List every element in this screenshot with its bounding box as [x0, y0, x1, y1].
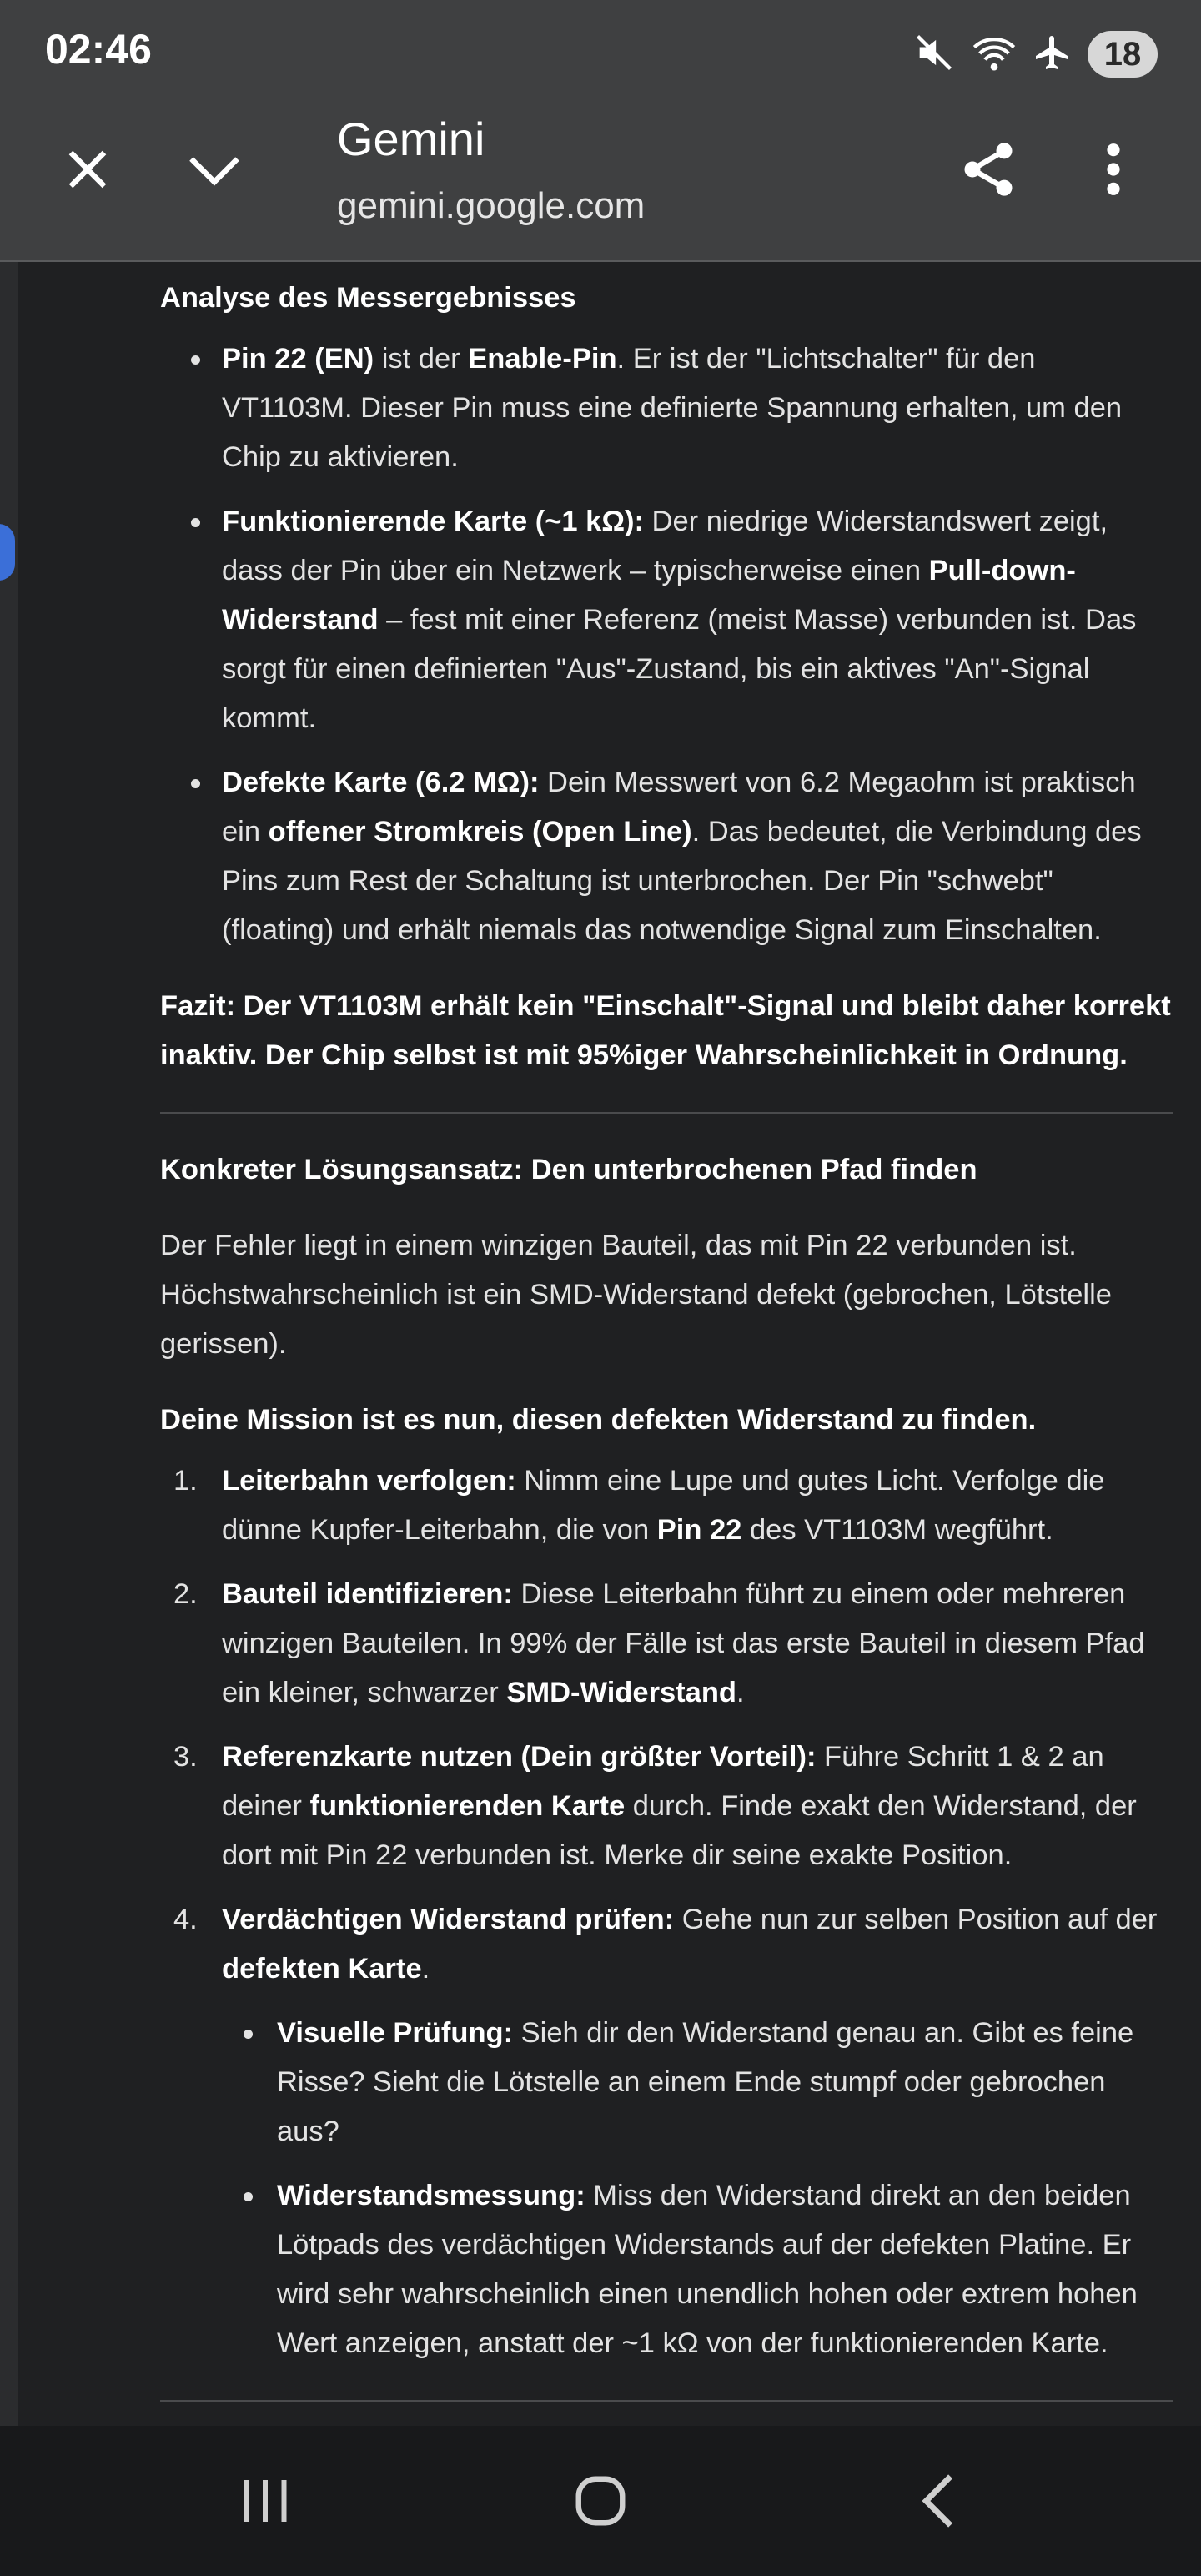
status-icons [912, 25, 1158, 83]
chevron-down-icon [185, 144, 244, 194]
analysis-heading: Analyse des Messergebnisses [160, 282, 576, 314]
sub-list [222, 2009, 1173, 2368]
minimize-button[interactable] [177, 132, 252, 207]
close-button[interactable] [50, 132, 125, 207]
back-button[interactable] [897, 2463, 980, 2538]
solution-text: Der Fehler liegt in einem winzigen Bauteil, das mit Pin 22 verbunden ist. Höchstwahrscheinlich ist ein SMD-Widerstand defekt (gebrochen, Lötstelle gerissen). [160, 1230, 1112, 1360]
wifi-icon [971, 31, 1018, 78]
more-options-button[interactable] [1076, 132, 1151, 207]
edge-handle[interactable] [0, 524, 15, 581]
list-item: 4. Verdächtigen Widerstand prüfen: Gehe nun zur selben Position auf der defekten Karte. Visuelle Prüfung: Sieh dir den Widerstand genau an. Gibt es feine Risse? Sieht die Lötstelle an einem Ende stumpf oder gebrochen aus? Widerstandsmessung: Miss den Widerstand direkt an den beiden Lötpads des verdächtigen Widerstands auf der defekten Platine. Er wird sehr wahrscheinlich einen unendlich hohen oder extrem hohen Wert anzeigen, anstatt der ~1 kΩ von der funktionierenden Karte. [160, 1895, 1173, 2368]
recent-apps-icon [236, 2476, 294, 2526]
share-button[interactable] [951, 132, 1026, 207]
list-item: Funktionierende Karte (~1 kΩ): Der niedrige Widerstandswert zeigt, dass der Pin über ein Netzwerk – typischerweise einen Pull-down-Widerstand – fest mit einer Referenz (meist Masse) verbunden ist. Das sorgt für einen definierten "Aus"-Zustand, bis ein aktives "An"-Signal kommt. [160, 497, 1173, 743]
mute-icon [912, 31, 956, 78]
list-item: 1. Leiterbahn verfolgen: Nimm eine Lupe und gutes Licht. Verfolge die dünne Kupfer-Leiterbahn, die von Pin 22 des VT1103M wegführt. [173, 1465, 1105, 1546]
list-item: Defekte Karte (6.2 MΩ): Dein Messwert von 6.2 Megaohm ist praktisch ein offener Stromkreis (Open Line). Das bedeutet, die Verbindung des Pins zum Rest der Schaltung ist unterbrochen. Der Pin "schwebt" (floating) und erhält niemals das notwendige Signal zum Einschalten. [160, 758, 1173, 955]
share-icon [957, 138, 1020, 201]
list-item: Pin 22 (EN) ist der Enable-Pin. Er ist der "Lichtschalter" für den VT1103M. Dieser Pin muss eine definierte Spannung erhalten, um den Chip zu aktivieren. [160, 335, 1173, 482]
response-content [160, 262, 1173, 2483]
navigation-bar [0, 2426, 1201, 2576]
analysis-list [160, 335, 1173, 955]
page-url: gemini.google.com [337, 185, 646, 226]
left-edge [0, 262, 18, 2426]
list-item: Widerstandsmessung: Miss den Widerstand direkt an den beiden Lötpads des verdächtigen Widerstands auf der defekten Platine. Er wird sehr wahrscheinlich einen unendlich hohen oder extrem hohen Wert anzeigen, anstatt der ~1 kΩ von der funktionierenden Karte. [222, 2171, 1173, 2368]
home-button[interactable] [559, 2463, 642, 2538]
mission-heading: Deine Mission ist es nun, diesen defekten Widerstand zu finden. [160, 1404, 1037, 1436]
conclusion-text: Fazit: Der VT1103M erhält kein "Einschalt"-Signal und bleibt daher korrekt inaktiv. Der Chip selbst ist mit 95%iger Wahrscheinlichkeit in Ordnung. [160, 990, 1171, 1071]
browser-header [0, 0, 1201, 262]
list-item: 2. Bauteil identifizieren: Diese Leiterbahn führt zu einem oder mehreren winzigen Bauteilen. In 99% der Fälle ist das erste Bauteil in diesem Pfad ein kleiner, schwarzer SMD-Widerstand. [173, 1578, 1145, 1708]
list-item: Visuelle Prüfung: Sieh dir den Widerstand genau an. Gibt es feine Risse? Sieht die Lötstelle an einem Ende stumpf oder gebrochen aus? [222, 2009, 1173, 2156]
battery-badge: 18 [1088, 31, 1158, 78]
solution-heading: Konkreter Lösungsansatz: Den unterbrochenen Pfad finden [160, 1154, 977, 1185]
airplane-icon [1033, 33, 1073, 77]
list-item: 3. Referenzkarte nutzen (Dein größter Vorteil): Führe Schritt 1 & 2 an deiner funktionierenden Karte durch. Finde exakt den Widerstand, der dort mit Pin 22 verbunden ist. Merke dir seine exakte Position. [173, 1741, 1137, 1871]
steps-list [160, 1457, 1173, 2368]
more-vert-icon [1101, 140, 1126, 199]
status-time: 02:46 [45, 26, 152, 73]
recent-apps-button[interactable] [224, 2463, 307, 2538]
back-icon [913, 2472, 963, 2530]
close-icon [63, 144, 113, 194]
home-icon [571, 2472, 630, 2530]
page-title: Gemini [337, 113, 485, 165]
